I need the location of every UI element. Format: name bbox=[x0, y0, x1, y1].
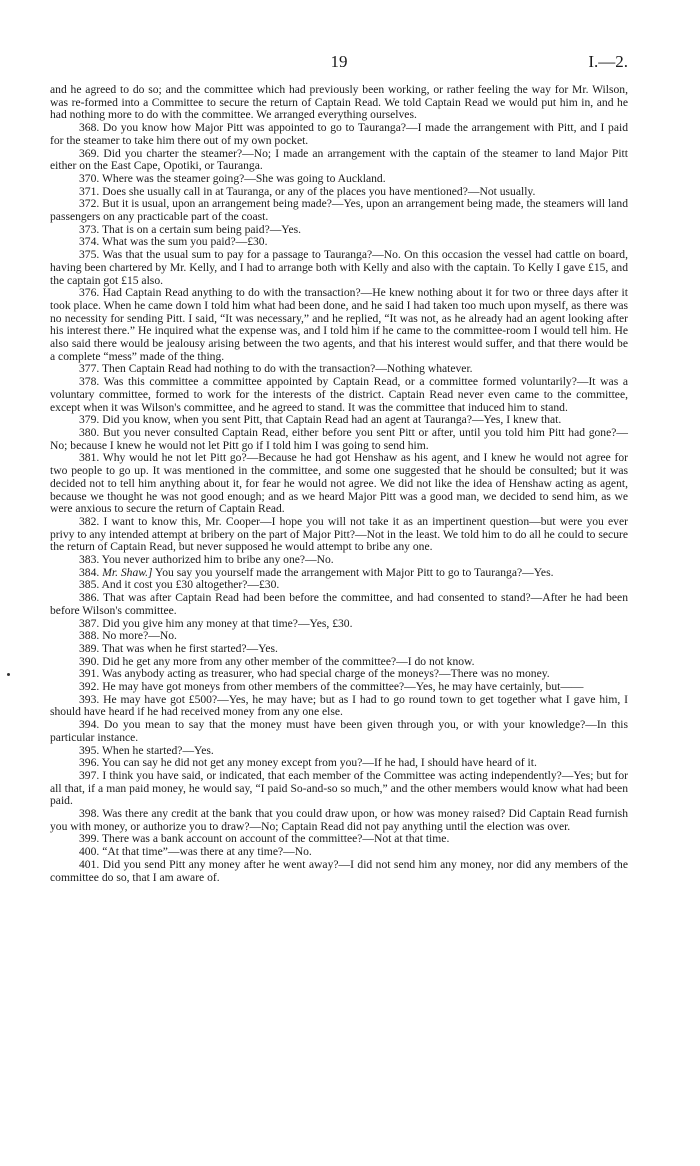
question-374: 374. What was the sum you paid?—£30. bbox=[79, 235, 268, 249]
question-369: 369. Did you charter the steamer?—No; I made an arrangement with the captain of the steamer to land Major Pitt either on the East Cape, Opotiki, or Tauranga. bbox=[50, 146, 628, 173]
question-390: 390. Did he get any more from any other member of the committee?—I do not know. bbox=[79, 654, 475, 668]
question-399: 399. There was a bank account on account of the committee?—Not at that time. bbox=[79, 832, 450, 846]
question-373: 373. That is on a certain sum being paid?—Yes. bbox=[79, 222, 302, 236]
margin-mark bbox=[7, 673, 10, 676]
series-reference: I.—2. bbox=[588, 52, 628, 71]
question-number: 384. bbox=[79, 565, 103, 579]
question-397: 397. I think you have said, or indicated, that each member of the Committee was acting independently?—Yes; but for all that, if a man paid money, he would say, “I paid So-and-so so much,” and the other members would know what had been paid. bbox=[50, 768, 628, 808]
question-387: 387. Did you give him any money at that time?—Yes, £30. bbox=[79, 616, 353, 630]
question-370: 370. Where was the steamer going?—She was going to Auckland. bbox=[79, 171, 386, 185]
page-header bbox=[50, 52, 628, 74]
question-381: 381. Why would he not let Pitt go?—Because he had got Henshaw as his agent, and I knew he would not agree for two people to go up. It was mentioned in the committee, and some one suggested that he should be consulted; but it was decided not to tell him anything about it, for fear he would not agree. We did not like the idea of Henshaw acting as agent, because we thought he was not good enough; and as we heard Major Pitt was a good man, we decided to send him, as we were anxious to secure the return of Captain Read. bbox=[50, 451, 628, 516]
question-388: 388. No more?—No. bbox=[79, 629, 177, 643]
question-383: 383. You never authorized him to bribe any one?—No. bbox=[79, 553, 334, 567]
question-400: 400. “At that time”—was there at any time?—No. bbox=[79, 845, 312, 859]
question-395: 395. When he started?—Yes. bbox=[79, 743, 214, 757]
question-text: You say you yourself made the arrangement with Major Pitt to go to Tauranga?—Yes. bbox=[152, 565, 554, 579]
question-378: 378. Was this committee a committee appointed by Captain Read, or a committee formed voluntarily?—It was a voluntary committee, formed to work for the interests of the district. Captain Read never even came to the committee, except when it was Wilson's committee, and he agreed to stand. It was the committee that induced him to stand. bbox=[50, 375, 628, 414]
question-375: 375. Was that the usual sum to pay for a passage to Tauranga?—No. On this occasion the vessel had cattle on board, having been chartered by Mr. Kelly, and I had to arrange both with Kelly and also with the captain. To Kelly I gave £15, and the captain got £15 also. bbox=[50, 248, 628, 287]
question-377: 377. Then Captain Read had nothing to do with the transaction?—Nothing whatever. bbox=[79, 362, 473, 376]
question-385: 385. And it cost you £30 altogether?—£30. bbox=[79, 578, 280, 592]
question-396: 396. You can say he did not get any money except from you?—If he had, I should have heard of it. bbox=[79, 756, 537, 770]
speaker-label: Mr. Shaw.] bbox=[102, 565, 153, 579]
question-401: 401. Did you send Pitt any money after he went away?—I did not send him any money, nor did any members of the committee do so, that I am aware of. bbox=[50, 857, 628, 884]
question-391 bbox=[50, 668, 628, 681]
question-text: 391. Was anybody acting as treasurer, who had special charge of the moneys?—There was no money. bbox=[79, 667, 550, 681]
question-382: 382. I want to know this, Mr. Cooper—I hope you will not take it as an impertinent question—but were you ever privy to any intended attempt at bribery on the part of Major Pitt?—Not in the least. We told him to do all he could to secure the return of Captain Read, but never supposed he would attempt to bribe any one. bbox=[50, 514, 628, 554]
question-394: 394. Do you mean to say that the money must have been given through you, or with your knowledge?—In this particular instance. bbox=[50, 718, 628, 744]
question-398: 398. Was there any credit at the bank that you could draw upon, or how was money raised? Did Captain Read furnish you with money, or authorize you to draw?—No; Captain Read did not pay anything until the election was over. bbox=[50, 807, 628, 833]
question-379: 379. Did you know, when you sent Pitt, that Captain Read had an agent at Tauranga?—Yes, I knew that. bbox=[79, 413, 562, 427]
page-number: 19 bbox=[330, 52, 348, 71]
question-389: 389. That was when he first started?—Yes. bbox=[79, 641, 278, 655]
question-376: 376. Had Captain Read anything to do with the transaction?—He knew nothing about it for two or three days after it took place. When he came down I told him what had been done, and he said I had taken too much upon myself, as there was no necessity for sending Pitt. I said, “It was necessary,” and he replied, “It was not, as he already had an agent looking after his interest there.” He inquired what the expense was, and I told him if he came to the committee-room I would tell him. He also said there would be jealousy arising between the two agents, and that his interest would suffer, and that there would be a complete “mess” made of the thing. bbox=[50, 286, 628, 363]
question-386: 386. That was after Captain Read had been before the committee, and had consented to stand?—After he had been before Wilson's committee. bbox=[50, 591, 628, 617]
paragraph: and he agreed to do so; and the committee which had previously been working, or rather feeling the way for Mr. Wilson, was re-formed into a Committee to secure the return of Captain Read. We told Captain Read we would put him in, and he had nothing more to do with the committee. We arranged everything ourselves. bbox=[50, 83, 628, 122]
evidence-text bbox=[50, 84, 628, 884]
question-371: 371. Does she usually call in at Tauranga, or any of the places you have mentioned?—Not usually. bbox=[79, 184, 536, 198]
question-393: 393. He may have got £500?—Yes, he may have; but as I had to go round town to get together what I gave him, I should have heard if he had received money from any one else. bbox=[50, 692, 628, 719]
question-368: 368. Do you know how Major Pitt was appointed to go to Tauranga?—I made the arrangement with Pitt, and I paid for the steamer to take him there out of my own pocket. bbox=[50, 121, 628, 147]
question-380: 380. But you never consulted Captain Read, either before you sent Pitt or after, until you told him Pitt had gone?—No; because I knew he would not let Pitt go if I told him I was going to send him. bbox=[50, 425, 628, 452]
question-372: 372. But it is usual, upon an arrangement being made?—Yes, upon an arrangement being made, the steamers will land passengers on any practicable part of the coast. bbox=[50, 197, 628, 224]
question-392: 392. He may have got moneys from other members of the committee?—Yes, he may have certainly, but—— bbox=[79, 680, 584, 694]
